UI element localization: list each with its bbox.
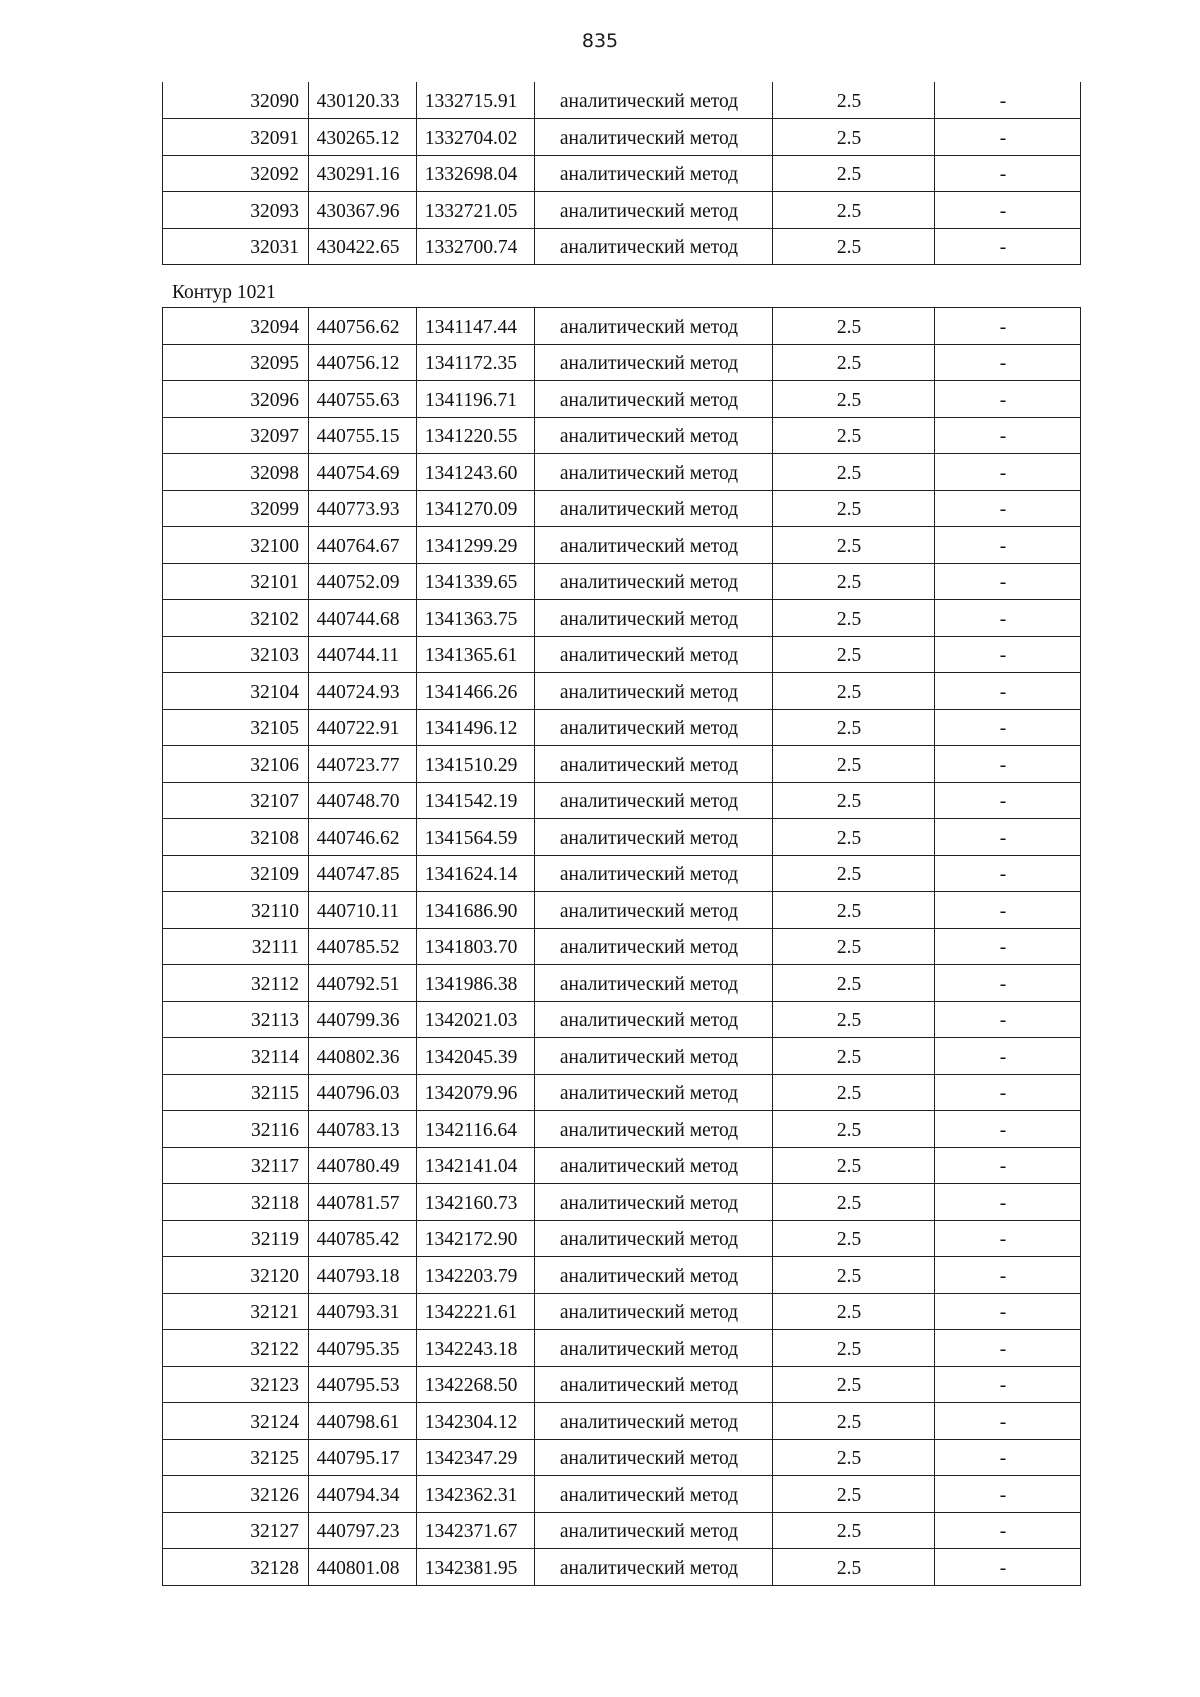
note-cell: -: [935, 454, 1081, 491]
point-number-cell: 32094: [163, 308, 309, 345]
table-row: [163, 192, 1081, 229]
accuracy-cell: 2.5: [773, 527, 935, 564]
table-row: [163, 119, 1081, 156]
accuracy-cell: 2.5: [773, 819, 935, 856]
y-coordinate-cell: 1342304.12: [417, 1403, 535, 1440]
note-cell: -: [935, 82, 1081, 119]
method-cell: аналитический метод: [535, 1293, 773, 1330]
method-cell: аналитический метод: [535, 1220, 773, 1257]
point-number-cell: 32119: [163, 1220, 309, 1257]
point-number-cell: 32112: [163, 965, 309, 1002]
point-number-cell: 32110: [163, 892, 309, 929]
x-coordinate-cell: 440724.93: [309, 673, 417, 710]
x-coordinate-cell: 440785.52: [309, 928, 417, 965]
method-cell: аналитический метод: [535, 454, 773, 491]
x-coordinate-cell: 430265.12: [309, 119, 417, 156]
y-coordinate-cell: 1341510.29: [417, 746, 535, 783]
point-number-cell: 32123: [163, 1366, 309, 1403]
y-coordinate-cell: 1341363.75: [417, 600, 535, 637]
note-cell: -: [935, 1512, 1081, 1549]
x-coordinate-cell: 440785.42: [309, 1220, 417, 1257]
x-coordinate-cell: 440722.91: [309, 709, 417, 746]
method-cell: аналитический метод: [535, 1439, 773, 1476]
accuracy-cell: 2.5: [773, 636, 935, 673]
y-coordinate-cell: 1341624.14: [417, 855, 535, 892]
point-number-cell: 32095: [163, 344, 309, 381]
method-cell: аналитический метод: [535, 1184, 773, 1221]
accuracy-cell: 2.5: [773, 1001, 935, 1038]
point-number-cell: 32120: [163, 1257, 309, 1294]
y-coordinate-cell: 1342243.18: [417, 1330, 535, 1367]
accuracy-cell: 2.5: [773, 1184, 935, 1221]
table-row: [163, 1439, 1081, 1476]
x-coordinate-cell: 440780.49: [309, 1147, 417, 1184]
table-row: [163, 1184, 1081, 1221]
note-cell: -: [935, 1184, 1081, 1221]
method-cell: аналитический метод: [535, 855, 773, 892]
point-number-cell: 32093: [163, 192, 309, 229]
note-cell: -: [935, 709, 1081, 746]
method-cell: аналитический метод: [535, 1476, 773, 1513]
note-cell: -: [935, 782, 1081, 819]
accuracy-cell: 2.5: [773, 709, 935, 746]
note-cell: -: [935, 1476, 1081, 1513]
x-coordinate-cell: 440801.08: [309, 1549, 417, 1586]
method-cell: аналитический метод: [535, 746, 773, 783]
table-row: [163, 1147, 1081, 1184]
accuracy-cell: 2.5: [773, 454, 935, 491]
y-coordinate-cell: 1342160.73: [417, 1184, 535, 1221]
point-number-cell: 32104: [163, 673, 309, 710]
accuracy-cell: 2.5: [773, 563, 935, 600]
x-coordinate-cell: 430120.33: [309, 82, 417, 119]
note-cell: -: [935, 892, 1081, 929]
note-cell: -: [935, 155, 1081, 192]
method-cell: аналитический метод: [535, 1549, 773, 1586]
method-cell: аналитический метод: [535, 1330, 773, 1367]
accuracy-cell: 2.5: [773, 1439, 935, 1476]
note-cell: -: [935, 119, 1081, 156]
x-coordinate-cell: 440799.36: [309, 1001, 417, 1038]
table-row: [163, 82, 1081, 119]
note-cell: -: [935, 600, 1081, 637]
accuracy-cell: 2.5: [773, 1549, 935, 1586]
point-number-cell: 32122: [163, 1330, 309, 1367]
method-cell: аналитический метод: [535, 490, 773, 527]
x-coordinate-cell: 430367.96: [309, 192, 417, 229]
point-number-cell: 32091: [163, 119, 309, 156]
point-number-cell: 32124: [163, 1403, 309, 1440]
table-row: [163, 1403, 1081, 1440]
note-cell: -: [935, 1111, 1081, 1148]
accuracy-cell: 2.5: [773, 1220, 935, 1257]
note-cell: -: [935, 563, 1081, 600]
point-number-cell: 32111: [163, 928, 309, 965]
table-row: [163, 308, 1081, 345]
point-number-cell: 32100: [163, 527, 309, 564]
x-coordinate-cell: 440802.36: [309, 1038, 417, 1075]
table-row: [163, 819, 1081, 856]
note-cell: -: [935, 228, 1081, 265]
note-cell: -: [935, 636, 1081, 673]
method-cell: аналитический метод: [535, 563, 773, 600]
table-row: [163, 1512, 1081, 1549]
accuracy-cell: 2.5: [773, 381, 935, 418]
point-number-cell: 32105: [163, 709, 309, 746]
x-coordinate-cell: 440783.13: [309, 1111, 417, 1148]
note-cell: -: [935, 1403, 1081, 1440]
note-cell: -: [935, 1001, 1081, 1038]
x-coordinate-cell: 440747.85: [309, 855, 417, 892]
x-coordinate-cell: 440748.70: [309, 782, 417, 819]
method-cell: аналитический метод: [535, 527, 773, 564]
point-number-cell: 32128: [163, 1549, 309, 1586]
note-cell: -: [935, 1147, 1081, 1184]
table-row: [163, 1476, 1081, 1513]
accuracy-cell: 2.5: [773, 417, 935, 454]
note-cell: -: [935, 1293, 1081, 1330]
point-number-cell: 32096: [163, 381, 309, 418]
y-coordinate-cell: 1341686.90: [417, 892, 535, 929]
accuracy-cell: 2.5: [773, 1366, 935, 1403]
table-row: [163, 636, 1081, 673]
x-coordinate-cell: 440794.34: [309, 1476, 417, 1513]
point-number-cell: 32109: [163, 855, 309, 892]
table-row: [163, 746, 1081, 783]
point-number-cell: 32114: [163, 1038, 309, 1075]
accuracy-cell: 2.5: [773, 82, 935, 119]
table-row: [163, 855, 1081, 892]
y-coordinate-cell: 1342021.03: [417, 1001, 535, 1038]
y-coordinate-cell: 1341220.55: [417, 417, 535, 454]
method-cell: аналитический метод: [535, 1147, 773, 1184]
contour-title: Контур 1021: [172, 282, 276, 303]
y-coordinate-cell: 1342347.29: [417, 1439, 535, 1476]
point-number-cell: 32098: [163, 454, 309, 491]
x-coordinate-cell: 440795.17: [309, 1439, 417, 1476]
note-cell: -: [935, 381, 1081, 418]
note-cell: -: [935, 1549, 1081, 1586]
method-cell: аналитический метод: [535, 1074, 773, 1111]
table-row: [163, 600, 1081, 637]
y-coordinate-cell: 1332698.04: [417, 155, 535, 192]
accuracy-cell: 2.5: [773, 1147, 935, 1184]
point-number-cell: 32103: [163, 636, 309, 673]
note-cell: -: [935, 1220, 1081, 1257]
y-coordinate-cell: 1342268.50: [417, 1366, 535, 1403]
table-row: [163, 673, 1081, 710]
accuracy-cell: 2.5: [773, 855, 935, 892]
point-number-cell: 32106: [163, 746, 309, 783]
x-coordinate-cell: 440798.61: [309, 1403, 417, 1440]
y-coordinate-cell: 1341803.70: [417, 928, 535, 965]
y-coordinate-cell: 1342362.31: [417, 1476, 535, 1513]
table-row: [163, 417, 1081, 454]
x-coordinate-cell: 430291.16: [309, 155, 417, 192]
accuracy-cell: 2.5: [773, 155, 935, 192]
coordinates-table-contour-1021: [162, 307, 1081, 1586]
y-coordinate-cell: 1341466.26: [417, 673, 535, 710]
y-coordinate-cell: 1342371.67: [417, 1512, 535, 1549]
table-row: [163, 1038, 1081, 1075]
method-cell: аналитический метод: [535, 709, 773, 746]
table-row: [163, 381, 1081, 418]
accuracy-cell: 2.5: [773, 782, 935, 819]
point-number-cell: 32125: [163, 1439, 309, 1476]
x-coordinate-cell: 440755.15: [309, 417, 417, 454]
y-coordinate-cell: 1341339.65: [417, 563, 535, 600]
note-cell: -: [935, 1038, 1081, 1075]
note-cell: -: [935, 673, 1081, 710]
x-coordinate-cell: 440756.62: [309, 308, 417, 345]
table-row: [163, 454, 1081, 491]
accuracy-cell: 2.5: [773, 1111, 935, 1148]
x-coordinate-cell: 440754.69: [309, 454, 417, 491]
accuracy-cell: 2.5: [773, 1403, 935, 1440]
note-cell: -: [935, 1439, 1081, 1476]
note-cell: -: [935, 1257, 1081, 1294]
table-row: [163, 1293, 1081, 1330]
note-cell: -: [935, 417, 1081, 454]
accuracy-cell: 2.5: [773, 746, 935, 783]
method-cell: аналитический метод: [535, 673, 773, 710]
accuracy-cell: 2.5: [773, 600, 935, 637]
y-coordinate-cell: 1341147.44: [417, 308, 535, 345]
method-cell: аналитический метод: [535, 381, 773, 418]
x-coordinate-cell: 440795.35: [309, 1330, 417, 1367]
point-number-cell: 32101: [163, 563, 309, 600]
table-row: [163, 1074, 1081, 1111]
table-row: [163, 892, 1081, 929]
table-row: [163, 1366, 1081, 1403]
note-cell: -: [935, 527, 1081, 564]
table-row: [163, 1330, 1081, 1367]
table-row: [163, 1549, 1081, 1586]
accuracy-cell: 2.5: [773, 228, 935, 265]
point-number-cell: 32031: [163, 228, 309, 265]
note-cell: -: [935, 490, 1081, 527]
accuracy-cell: 2.5: [773, 1293, 935, 1330]
y-coordinate-cell: 1341243.60: [417, 454, 535, 491]
accuracy-cell: 2.5: [773, 308, 935, 345]
page-number: 835: [581, 30, 619, 52]
method-cell: аналитический метод: [535, 1512, 773, 1549]
method-cell: аналитический метод: [535, 1257, 773, 1294]
table-row: [163, 1257, 1081, 1294]
method-cell: аналитический метод: [535, 1111, 773, 1148]
method-cell: аналитический метод: [535, 155, 773, 192]
method-cell: аналитический метод: [535, 308, 773, 345]
y-coordinate-cell: 1332715.91: [417, 82, 535, 119]
point-number-cell: 32126: [163, 1476, 309, 1513]
x-coordinate-cell: 440797.23: [309, 1512, 417, 1549]
y-coordinate-cell: 1341365.61: [417, 636, 535, 673]
table-row: [163, 228, 1081, 265]
accuracy-cell: 2.5: [773, 192, 935, 229]
x-coordinate-cell: 440752.09: [309, 563, 417, 600]
method-cell: аналитический метод: [535, 82, 773, 119]
y-coordinate-cell: 1332721.05: [417, 192, 535, 229]
x-coordinate-cell: 440793.18: [309, 1257, 417, 1294]
accuracy-cell: 2.5: [773, 892, 935, 929]
note-cell: -: [935, 1330, 1081, 1367]
y-coordinate-cell: 1342221.61: [417, 1293, 535, 1330]
note-cell: -: [935, 1366, 1081, 1403]
y-coordinate-cell: 1341270.09: [417, 490, 535, 527]
note-cell: -: [935, 819, 1081, 856]
method-cell: аналитический метод: [535, 1038, 773, 1075]
y-coordinate-cell: 1341564.59: [417, 819, 535, 856]
point-number-cell: 32108: [163, 819, 309, 856]
y-coordinate-cell: 1341542.19: [417, 782, 535, 819]
accuracy-cell: 2.5: [773, 490, 935, 527]
method-cell: аналитический метод: [535, 192, 773, 229]
accuracy-cell: 2.5: [773, 1038, 935, 1075]
point-number-cell: 32107: [163, 782, 309, 819]
note-cell: -: [935, 855, 1081, 892]
x-coordinate-cell: 440756.12: [309, 344, 417, 381]
x-coordinate-cell: 430422.65: [309, 228, 417, 265]
y-coordinate-cell: 1332704.02: [417, 119, 535, 156]
x-coordinate-cell: 440795.53: [309, 1366, 417, 1403]
x-coordinate-cell: 440744.11: [309, 636, 417, 673]
x-coordinate-cell: 440723.77: [309, 746, 417, 783]
y-coordinate-cell: 1332700.74: [417, 228, 535, 265]
x-coordinate-cell: 440744.68: [309, 600, 417, 637]
x-coordinate-cell: 440793.31: [309, 1293, 417, 1330]
note-cell: -: [935, 746, 1081, 783]
y-coordinate-cell: 1342045.39: [417, 1038, 535, 1075]
y-coordinate-cell: 1342381.95: [417, 1549, 535, 1586]
method-cell: аналитический метод: [535, 819, 773, 856]
y-coordinate-cell: 1341496.12: [417, 709, 535, 746]
method-cell: аналитический метод: [535, 1403, 773, 1440]
coordinates-table-continued: [162, 82, 1081, 265]
point-number-cell: 32102: [163, 600, 309, 637]
y-coordinate-cell: 1342172.90: [417, 1220, 535, 1257]
x-coordinate-cell: 440764.67: [309, 527, 417, 564]
method-cell: аналитический метод: [535, 228, 773, 265]
point-number-cell: 32116: [163, 1111, 309, 1148]
accuracy-cell: 2.5: [773, 928, 935, 965]
accuracy-cell: 2.5: [773, 1257, 935, 1294]
accuracy-cell: 2.5: [773, 119, 935, 156]
point-number-cell: 32097: [163, 417, 309, 454]
accuracy-cell: 2.5: [773, 965, 935, 1002]
table-row: [163, 563, 1081, 600]
table-row: [163, 490, 1081, 527]
y-coordinate-cell: 1342203.79: [417, 1257, 535, 1294]
accuracy-cell: 2.5: [773, 344, 935, 381]
note-cell: -: [935, 965, 1081, 1002]
table-row: [163, 965, 1081, 1002]
table-row: [163, 1220, 1081, 1257]
point-number-cell: 32099: [163, 490, 309, 527]
y-coordinate-cell: 1342116.64: [417, 1111, 535, 1148]
table-row: [163, 782, 1081, 819]
x-coordinate-cell: 440746.62: [309, 819, 417, 856]
table-row: [163, 1001, 1081, 1038]
y-coordinate-cell: 1342079.96: [417, 1074, 535, 1111]
x-coordinate-cell: 440773.93: [309, 490, 417, 527]
accuracy-cell: 2.5: [773, 673, 935, 710]
method-cell: аналитический метод: [535, 1366, 773, 1403]
accuracy-cell: 2.5: [773, 1512, 935, 1549]
table-row: [163, 709, 1081, 746]
x-coordinate-cell: 440710.11: [309, 892, 417, 929]
table-row: [163, 928, 1081, 965]
method-cell: аналитический метод: [535, 600, 773, 637]
table-row: [163, 344, 1081, 381]
point-number-cell: 32127: [163, 1512, 309, 1549]
method-cell: аналитический метод: [535, 782, 773, 819]
method-cell: аналитический метод: [535, 344, 773, 381]
method-cell: аналитический метод: [535, 892, 773, 929]
point-number-cell: 32113: [163, 1001, 309, 1038]
point-number-cell: 32118: [163, 1184, 309, 1221]
note-cell: -: [935, 928, 1081, 965]
accuracy-cell: 2.5: [773, 1074, 935, 1111]
accuracy-cell: 2.5: [773, 1330, 935, 1367]
y-coordinate-cell: 1342141.04: [417, 1147, 535, 1184]
method-cell: аналитический метод: [535, 965, 773, 1002]
method-cell: аналитический метод: [535, 928, 773, 965]
point-number-cell: 32092: [163, 155, 309, 192]
x-coordinate-cell: 440781.57: [309, 1184, 417, 1221]
method-cell: аналитический метод: [535, 1001, 773, 1038]
point-number-cell: 32121: [163, 1293, 309, 1330]
x-coordinate-cell: 440792.51: [309, 965, 417, 1002]
method-cell: аналитический метод: [535, 636, 773, 673]
y-coordinate-cell: 1341299.29: [417, 527, 535, 564]
note-cell: -: [935, 192, 1081, 229]
table-row: [163, 155, 1081, 192]
note-cell: -: [935, 308, 1081, 345]
method-cell: аналитический метод: [535, 417, 773, 454]
table-row: [163, 527, 1081, 564]
note-cell: -: [935, 1074, 1081, 1111]
note-cell: -: [935, 344, 1081, 381]
y-coordinate-cell: 1341986.38: [417, 965, 535, 1002]
x-coordinate-cell: 440796.03: [309, 1074, 417, 1111]
table-row: [163, 1111, 1081, 1148]
point-number-cell: 32117: [163, 1147, 309, 1184]
point-number-cell: 32090: [163, 82, 309, 119]
method-cell: аналитический метод: [535, 119, 773, 156]
point-number-cell: 32115: [163, 1074, 309, 1111]
y-coordinate-cell: 1341196.71: [417, 381, 535, 418]
x-coordinate-cell: 440755.63: [309, 381, 417, 418]
accuracy-cell: 2.5: [773, 1476, 935, 1513]
y-coordinate-cell: 1341172.35: [417, 344, 535, 381]
